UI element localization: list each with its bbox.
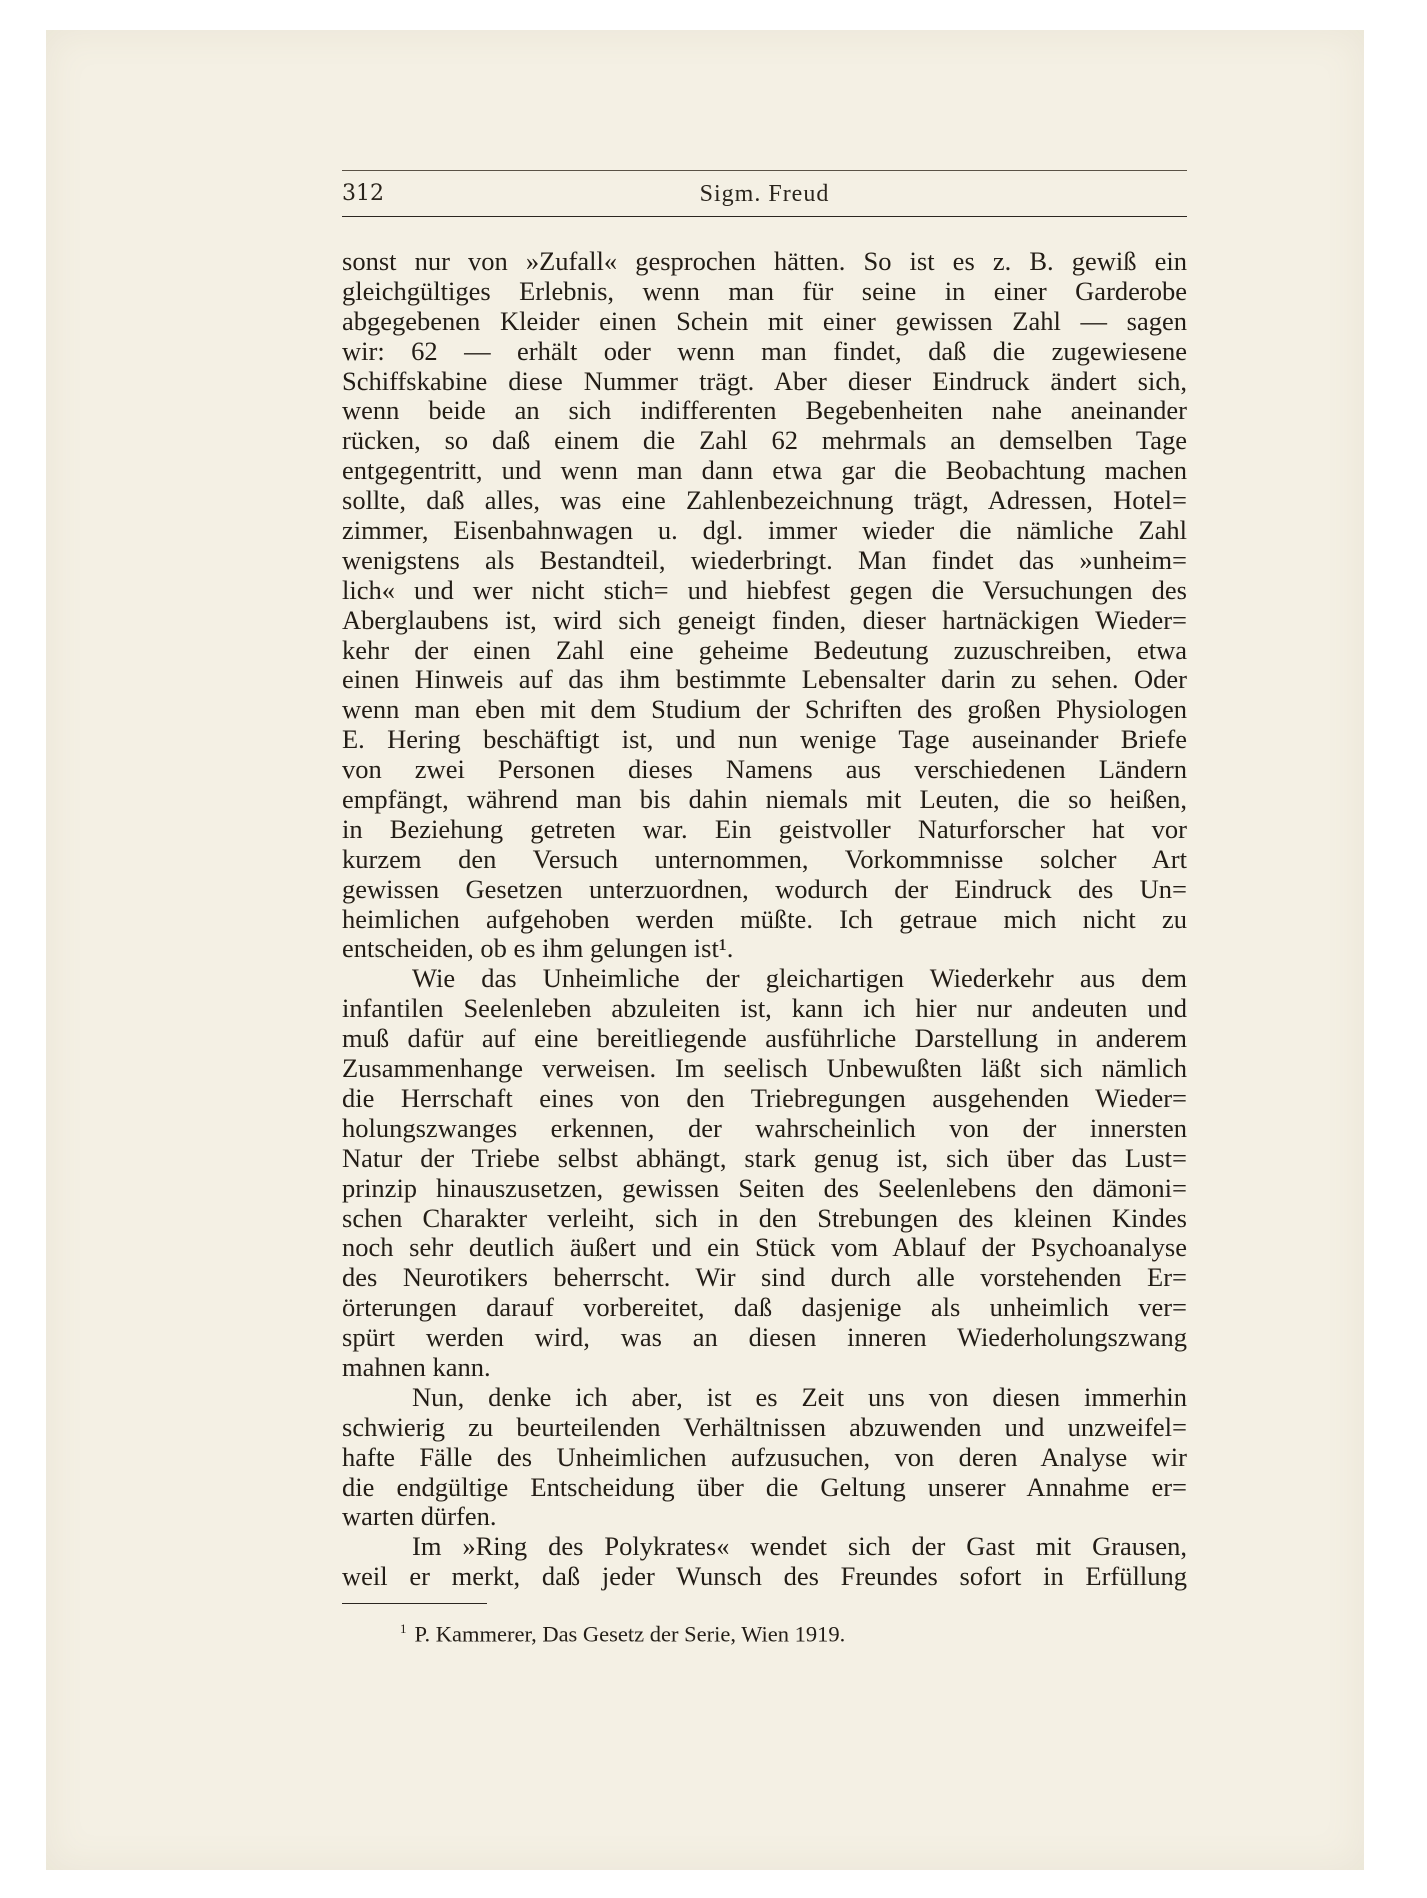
text-line: wenigstens als Bestandteil, wiederbringt. Man findet das »unheim= [342,545,1187,575]
text-line: gewissen Gesetzen unterzuordnen, wodurch der Eindruck des Un= [342,874,1187,904]
text-line: wir: 62 — erhält oder wenn man findet, daß die zugewiesene [342,336,1187,366]
text-line: spürt werden wird, was an diesen inneren Wiederholungszwang [342,1323,1187,1353]
text-line: des Neurotikers beherrscht. Wir sind durch alle vorstehenden Er= [342,1263,1187,1293]
text-line: wenn man eben mit dem Studium der Schriften des großen Physiologen [342,695,1187,725]
text-line: Zusammenhange verweisen. Im seelisch Unbewußten läßt sich nämlich [342,1054,1187,1084]
text-line: empfängt, während man bis dahin niemals mit Leuten, die so heißen, [342,785,1187,815]
text-line: lich« und wer nicht stich= und hiebfest gegen die Versuchungen des [342,575,1187,605]
text-line: sonst nur von »Zufall« gesprochen hätten. So ist es z. B. gewiß ein [342,247,1187,276]
running-head [342,170,1187,217]
text-line: Wie das Unheimliche der gleichartigen Wiederkehr aus dem [412,964,1187,994]
text-line: rücken, so daß einem die Zahl 62 mehrmals an demselben Tage [342,426,1187,456]
text-line: E. Hering beschäftigt ist, und nun wenige Tage auseinander Briefe [342,725,1187,755]
text-line: heimlichen aufgehoben werden müßte. Ich getraue mich nicht zu [342,904,1187,934]
text-line: entgegentritt, und wenn man dann etwa gar die Beobachtung machen [342,456,1187,486]
text-line: wenn beide an sich indifferenten Begebenheiten nahe aneinander [342,396,1187,426]
running-head-author: Sigm. Freud [699,181,830,207]
text-line: sollte, daß alles, was eine Zahlenbezeichnung trägt, Adressen, Hotel= [342,486,1187,516]
page-number: 312 [342,181,384,206]
text-line: zimmer, Eisenbahnwagen u. dgl. immer wieder die nämliche Zahl [342,516,1187,546]
text-line: die Herrschaft eines von den Triebregungen ausgehenden Wieder= [342,1083,1187,1113]
footnote-text: P. Kammerer, Das Gesetz der Serie, Wien 1919. [414,1621,846,1647]
text-line: Nun, denke ich aber, ist es Zeit uns von diesen immerhin [412,1382,1187,1412]
text-line: schwierig zu beurteilenden Verhältnissen abzuwenden und unzweifel= [342,1412,1187,1442]
text-line: gleichgültiges Erlebnis, wenn man für seine in einer Garderobe [342,276,1187,306]
footnote-marker: 1 [400,1621,407,1636]
text-line: Im »Ring des Polykrates« wendet sich der Gast mit Grausen, [412,1532,1187,1562]
text-line: schen Charakter verleiht, sich in den Strebungen des kleinen Kindes [342,1203,1187,1233]
text-line: kurzem den Versuch unternommen, Vorkommnisse solcher Art [342,844,1187,874]
footnote [400,1621,845,1648]
text-line: prinzip hinauszusetzen, gewissen Seiten des Seelenlebens den dämoni= [342,1173,1187,1203]
text-line: warten dürfen. [342,1502,497,1532]
text-line: in Beziehung getreten war. Ein geistvoller Naturforscher hat vor [342,814,1187,844]
text-line: weil er merkt, daß jeder Wunsch des Freundes sofort in Erfüllung [342,1562,1187,1592]
body-text [342,247,1187,1592]
text-line: entscheiden, ob es ihm gelungen ist¹. [342,934,734,964]
text-line: holungszwanges erkennen, der wahrscheinlich von der innersten [342,1113,1187,1143]
text-line: Aberglaubens ist, wird sich geneigt finden, dieser hartnäckigen Wieder= [342,605,1187,635]
text-line: einen Hinweis auf das ihm bestimmte Lebensalter darin zu sehen. Oder [342,665,1187,695]
text-line: noch sehr deutlich äußert und ein Stück vom Ablauf der Psychoanalyse [342,1233,1187,1263]
text-line: die endgültige Entscheidung über die Geltung unserer Annahme er= [342,1472,1187,1502]
text-line: muß dafür auf eine bereitliegende ausführliche Darstellung in anderem [342,1024,1187,1054]
text-line: infantilen Seelenleben abzuleiten ist, kann ich hier nur andeuten und [342,994,1187,1024]
text-line: hafte Fälle des Unheimlichen aufzusuchen, von deren Analyse wir [342,1442,1187,1472]
text-line: von zwei Personen dieses Namens aus verschiedenen Ländern [342,755,1187,785]
text-line: Natur der Triebe selbst abhängt, stark genug ist, sich über das Lust= [342,1143,1187,1173]
text-line: abgegebenen Kleider einen Schein mit einer gewissen Zahl — sagen [342,306,1187,336]
footnote-rule [342,1603,487,1604]
text-line: kehr der einen Zahl eine geheime Bedeutung zuzuschreiben, etwa [342,635,1187,665]
text-line: mahnen kann. [342,1352,491,1382]
text-line: örterungen darauf vorbereitet, daß dasjenige als unheimlich ver= [342,1293,1187,1323]
text-line: Schiffskabine diese Nummer trägt. Aber dieser Eindruck ändert sich, [342,366,1187,396]
